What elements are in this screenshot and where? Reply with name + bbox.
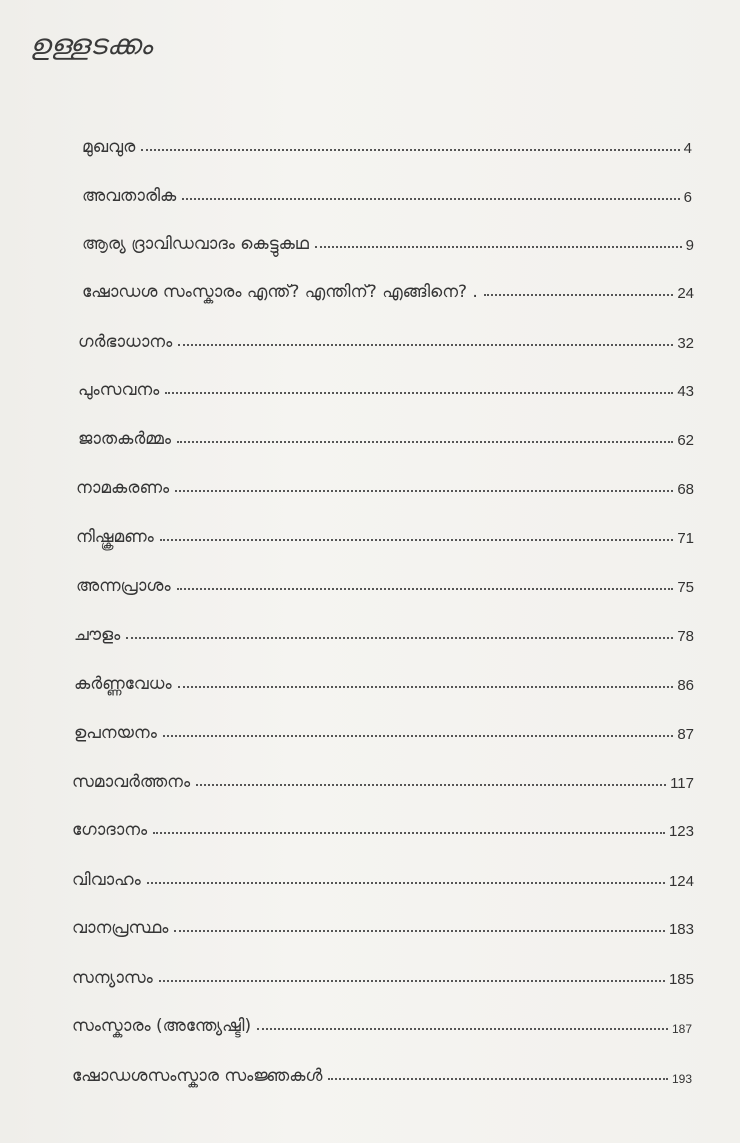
toc-entry-title: ഷോഡശ സംസ്കാരം എന്ത്? എന്തിന്? എങ്ങിനെ? . [82,282,478,302]
toc-leader-dots [182,197,679,200]
toc-entry-page-number: 124 [668,873,694,890]
toc-entry-page-number: 32 [677,335,694,352]
toc-leader-dots [178,685,674,688]
toc-leader-dots [196,783,666,786]
toc-entry-title: ഗോദാനം [72,820,148,840]
toc-entry-title: വിവാഹം [72,870,141,890]
toc-entry [74,715,694,743]
toc-entry [78,372,694,400]
toc-entry-page-number: 187 [671,1022,692,1036]
toc-leader-dots [153,831,665,834]
toc-entry-page-number: 6 [683,189,692,206]
toc-entry [74,617,694,645]
toc-entry-title: ചൗളം [74,625,121,645]
toc-entry [78,421,694,449]
toc-entry [74,666,694,694]
toc-entry [76,568,694,596]
toc-entry-page-number: 183 [668,921,694,938]
toc-entry-page-number: 75 [677,579,694,596]
toc-entry-page-number: 71 [677,530,694,547]
toc-leader-dots [328,1077,667,1080]
toc-leader-dots [126,636,673,639]
toc-entry [82,226,694,254]
toc-entry [72,812,694,840]
toc-entry-page-number: 24 [677,285,694,302]
toc-entry [72,764,694,792]
toc-entry [72,960,694,988]
toc-entry-page-number: 9 [685,237,694,254]
toc-leader-dots [257,1027,668,1030]
toc-entry [78,324,694,352]
toc-entry-title: ജാതകർമ്മം [78,429,171,449]
toc-entry-title: സന്യാസം [72,968,153,988]
toc-entry [82,129,692,157]
toc-entry-page-number: 185 [668,971,694,988]
toc-entry-title: അന്നപ്രാശം [76,576,171,596]
toc-entry-page-number: 43 [677,383,694,400]
toc-leader-dots [159,979,665,982]
toc-leader-dots [174,929,665,932]
toc-entry-title: പുംസവനം [78,380,160,400]
toc-entry-page-number: 68 [677,481,694,498]
toc-entry-title: മുഖവുര [82,137,136,157]
toc-leader-dots [178,343,673,346]
toc-entry [82,274,694,302]
toc-entry-title: ഉപനയനം [74,723,157,743]
toc-entry [82,178,692,206]
toc-entry-page-number: 78 [677,628,694,645]
toc-leader-dots [165,391,673,394]
toc-entry-title: ഷോഡശസംസ്കാര സംജ്ഞകൾ [72,1066,323,1086]
toc-entry [76,470,694,498]
toc-entry-title: നിഷ്ക്രമണം [76,527,154,547]
toc-leader-dots [163,734,673,737]
toc-entry-title: സമാവർത്തനം [72,772,191,792]
toc-entry-page-number: 86 [677,677,694,694]
toc-leader-dots [147,881,665,884]
toc-leader-dots [484,293,674,296]
toc-entry-page-number: 62 [677,432,694,449]
page-title: ഉള്ളടക്കം [30,28,153,61]
toc-entry-page-number: 193 [671,1072,692,1086]
toc-entry-title: കർണ്ണവേധം [74,674,172,694]
toc-leader-dots [315,245,682,248]
toc-entry-page-number: 117 [670,775,694,792]
toc-leader-dots [141,148,679,151]
toc-entry-title: ആര്യ ദ്രാവിഡവാദം കെട്ടുകഥ [82,234,309,254]
toc-leader-dots [160,538,674,541]
toc-entry [72,1058,692,1086]
toc-entry [72,862,694,890]
toc-entry-title: ഗർഭാധാനം [78,332,173,352]
toc-entry [72,1008,692,1036]
toc-entry-page-number: 123 [668,823,694,840]
toc-entry-page-number: 87 [677,726,694,743]
toc-entry-title: അവതാരിക [82,186,177,206]
toc-entry [76,519,694,547]
toc-leader-dots [175,489,673,492]
toc-entry-title: വാനപ്രസ്ഥം [72,918,169,938]
toc-entry-title: നാമകരണം [76,478,170,498]
toc-entry-title: സംസ്കാരം (അന്ത്യേഷ്ടി) [72,1016,252,1036]
toc-entry [72,910,694,938]
toc-entry-page-number: 4 [683,140,692,157]
toc-leader-dots [177,440,673,443]
toc-leader-dots [177,587,674,590]
